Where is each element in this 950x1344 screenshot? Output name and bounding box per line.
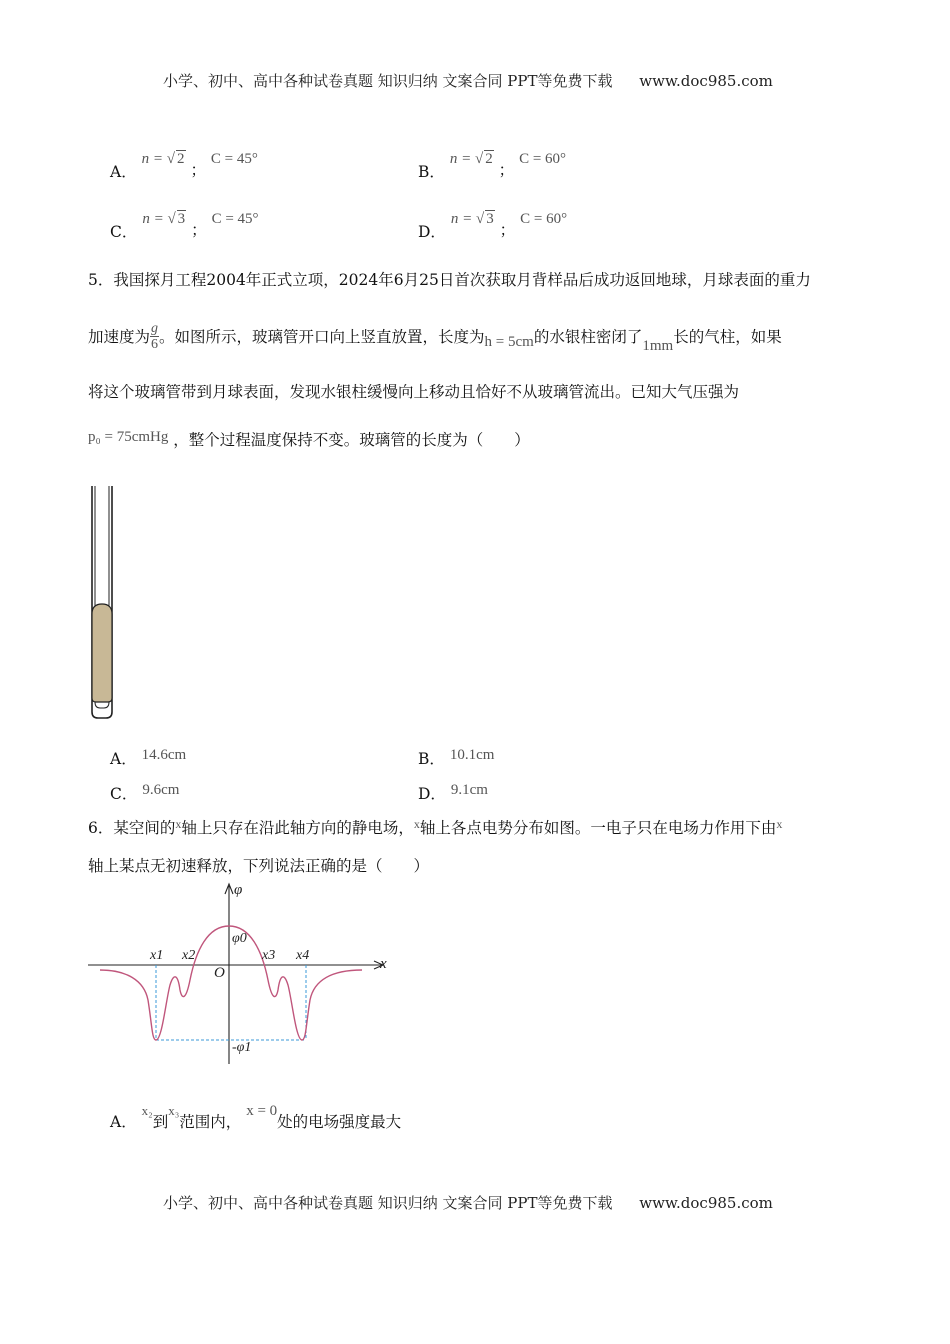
math-n: n = [141,151,167,167]
math-h: h = 5cm [484,333,534,350]
label-x: x [380,956,387,972]
q5-line-3: 将这个玻璃管带到月球表面，发现水银柱缓慢向上移动且恰好不从玻璃管流出。已知大气压强为 [88,383,740,401]
math-n: n = [142,211,168,227]
math-p0: p₀ = 75cmHg [88,429,169,445]
option-letter: D． [418,223,446,241]
page-header [163,70,773,91]
math-n: n = [449,151,475,167]
q6-line-2: 轴上某点无初速释放，下列说法正确的是（ ） [88,857,430,875]
label-x3: x3 [262,948,276,963]
option-letter: A． [110,750,137,768]
separator: ； [190,161,206,179]
option-value: 14.6cm [141,747,187,763]
q5-option-b[interactable] [418,742,495,768]
option-letter: B． [418,163,445,181]
mercury-column [92,604,112,702]
fraction-g-over-6 [150,321,159,352]
math-root: 2 [485,151,493,167]
q4-option-a[interactable]: A． n = √ 2 ； C = 45° [110,151,258,181]
option-letter: A． [110,1113,137,1131]
math-c: C = 60° [520,211,568,227]
q6-line-1 [88,816,782,838]
option-value: 9.6cm [142,782,180,798]
potential-curve [100,926,362,1040]
math-x-eq-0: x = 0 [246,1103,278,1119]
option-letter: A． [110,163,137,181]
option-letter: B． [418,750,445,768]
math-n: n = [450,211,476,227]
q6-text: 轴上只存在沿此轴方向的静电场， [181,819,414,837]
option-letter: C． [110,223,138,241]
frac-num: g [151,320,159,336]
q5-text: 加速度为 [88,328,151,346]
math-root: 2 [177,151,185,167]
math-x: x [175,817,182,831]
q6-text: 轴上各点电势分布如图。一电子只在电场力作用下由 [419,819,777,837]
label-x2: x2 [182,948,196,963]
glass-tube-figure [86,486,118,722]
label-x4: x4 [296,948,310,963]
footer-text: 小学、初中、高中各种试卷真题 知识归纳 文案合同 PPT等免费下载 [163,1194,613,1212]
separator: ； [498,161,515,179]
q5-text: ，整个过程温度保持不变。玻璃管的长度为（ ） [173,431,530,449]
label-x1: x1 [150,948,164,963]
header-site: www.doc985.com [639,72,773,90]
option-text: 处的电场强度最大 [277,1113,402,1131]
math-c: C = 45° [210,151,258,167]
math-c: C = 60° [519,151,567,167]
label-phi: φ [234,882,243,898]
q4-option-c[interactable]: C． n = √ 3 ； C = 45° [110,211,259,241]
math-mm: 1mm [642,337,674,354]
option-value: 9.1cm [450,782,488,798]
separator: ； [191,221,207,239]
math-x: x [413,817,420,831]
math-x3: x₃ [168,1103,180,1118]
option-letter: C． [110,785,138,803]
footer-site: www.doc985.com [639,1194,773,1212]
q4-option-b[interactable]: B． n = √ 2 ； C = 60° [418,151,567,181]
label-neg-phi1: -φ1 [232,1040,252,1055]
potential-graph [86,880,396,1070]
q5-option-d[interactable] [418,777,488,803]
q5-line-1: 5．我国探月工程2004年正式立项，2024年6月25日首次获取月背样品后成功返回地球，月球表面的重力 [88,271,811,289]
option-text: 范围内， [179,1113,242,1131]
q6-option-a[interactable] [110,1098,402,1131]
math-c: C = 45° [211,211,259,227]
q4-option-d[interactable]: D． n = √ 3 ； C = 60° [418,211,568,241]
separator: ； [499,221,516,239]
q5-line-2 [88,316,782,356]
math-root: 3 [177,211,186,227]
q5-option-c[interactable] [110,777,180,803]
option-value: 10.1cm [449,747,495,763]
label-phi0: φ0 [232,931,247,946]
q5-text: 长的气柱，如果 [673,328,782,346]
q5-line-4 [88,428,530,450]
q6-text: 6．某空间的 [88,819,176,837]
math-x2: x₂ [141,1103,153,1118]
page-footer [163,1192,773,1213]
math-root: 3 [486,211,494,227]
option-letter: D． [418,785,446,803]
label-origin: O [214,965,225,981]
option-text: 到 [152,1113,169,1131]
math-x: x [776,817,783,831]
q5-text: 。如图所示，玻璃管开口向上竖直放置，长度为 [159,328,485,346]
frac-den: 6 [151,336,159,352]
header-text: 小学、初中、高中各种试卷真题 知识归纳 文案合同 PPT等免费下载 [163,72,613,90]
q5-text: 的水银柱密闭了 [533,328,643,346]
q5-option-a[interactable] [110,742,187,768]
